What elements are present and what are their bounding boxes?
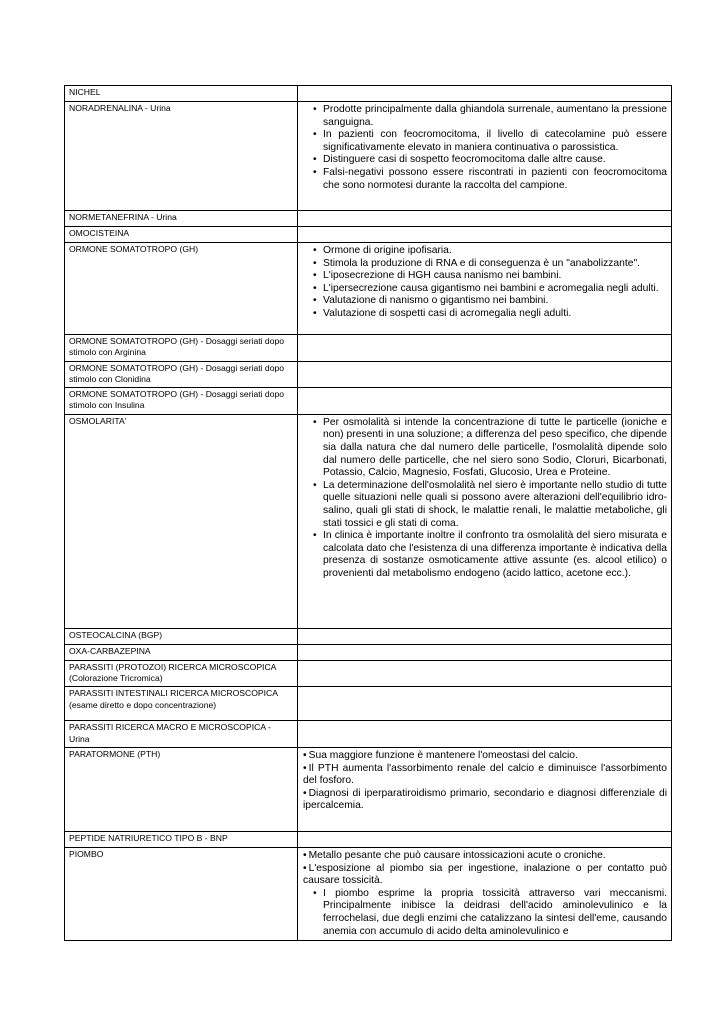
table-row [65,86,672,102]
exam-name-cell: NORMETANEFRINA - Urina [65,211,298,227]
description-line-text: Il PTH aumenta l'assorbimento renale del calcio e diminuisce l'assorbimento del fosforo. [303,762,667,787]
exam-description-cell [298,211,672,227]
exam-description-cell [298,102,672,211]
table-row [65,628,672,644]
bullet-item: • In clinica è importante inoltre il confronto tra osmolalità del siero misurata e calcolata dato che l'esistenza di una differenza importante è indicativa della presenza di sostanze osmoticamente attive assunte (es. alcool etilico) o provenienti dal metabolismo endogeno (acido lattico, acetone ecc.). [323,530,667,580]
description-line-text: L'esposizione al piombo sia per ingestione, inalazione o per contatto può causare tossicità. [303,862,667,887]
exam-name-cell: OXA-CARBAZEPINA [65,644,298,660]
exam-name-cell: PARATORMONE (PTH) [65,747,298,831]
exam-description-cell [298,747,672,831]
table-row [65,747,672,831]
table-row [65,388,672,415]
exam-description-cell [298,227,672,243]
exam-description-cell [298,86,672,102]
bullet-icon: • [303,762,307,774]
bullet-item: • Valutazione di nanismo o gigantismo nei bambini. [323,295,667,308]
bullet-item: • In pazienti con feocromocitoma, il livello di catecolamine può essere significativamente elevato in maniera continuativa o parossistica. [323,129,667,154]
description-line-text: Sua maggiore funzione è mantenere l'omeostasi del calcio. [308,749,578,761]
exam-name-cell: ORMONE SOMATOTROPO (GH) - Dosaggi seriati dopo stimolo con Clonidina [65,361,298,388]
exam-description-cell [298,687,672,721]
table-row [65,243,672,335]
exam-description-cell [298,721,672,748]
exam-description-cell [298,361,672,388]
table-row [65,644,672,660]
exam-table [64,85,672,941]
exam-description-cell [298,414,672,628]
exam-description-cell [298,831,672,847]
table-row [65,831,672,847]
table-row [65,102,672,211]
exam-name-cell: OSTEOCALCINA (BGP) [65,628,298,644]
exam-description-cell [298,628,672,644]
description-line [303,788,667,813]
bullet-item: • L'ipersecrezione causa gigantismo nei bambini e acromegalia negli adulti. [323,283,667,296]
exam-description-cell [298,644,672,660]
exam-name-cell: ORMONE SOMATOTROPO (GH) [65,243,298,335]
exam-name-cell: PEPTIDE NATRIURETICO TIPO B - BNP [65,831,298,847]
table-row [65,660,672,687]
table-row [65,847,672,940]
table-row [65,721,672,748]
table-row [65,687,672,721]
description-line [303,750,667,763]
exam-name-cell: NORADRENALINA - Urina [65,102,298,211]
exam-description-cell [298,388,672,415]
exam-name-cell: OSMOLARITA' [65,414,298,628]
bullet-icon: • [303,862,307,874]
description-line [303,863,667,888]
bullet-item: • Falsi-negativi possono essere riscontrati in pazienti con feocromocitoma che sono normotesi durante la raccolta del campione. [323,167,667,192]
bullet-item: • Ormone di origine ipofisaria. [323,245,667,258]
bullet-item: • Prodotte principalmente dalla ghiandola surrenale, aumentano la pressione sanguigna. [323,104,667,129]
bullet-icon: • [303,849,307,861]
exam-name-cell: ORMONE SOMATOTROPO (GH) - Dosaggi seriati dopo stimolo con Arginina [65,335,298,362]
bullet-item: • I piombo esprime la propria tossicità attraverso vari meccanismi. Principalmente inibisce la deidrasi dell'acido aminolevulinico e la ferrochelasi, due degli enzimi che catalizzano la sintesi dell'eme, causando anemia con accumulo di acido delta aminolevulinico e [323,888,667,938]
exam-name-cell: PIOMBO [65,847,298,940]
exam-name-cell: PARASSITI RICERCA MACRO E MICROSCOPICA - Urina [65,721,298,748]
exam-name-cell: NICHEL [65,86,298,102]
exam-description-cell [298,335,672,362]
bullet-item: • Stimola la produzione di RNA e di conseguenza è un "anabolizzante". [323,258,667,271]
bullet-list [303,245,667,321]
exam-name-cell: ORMONE SOMATOTROPO (GH) - Dosaggi seriati dopo stimolo con Insulina [65,388,298,415]
bullet-item: • L'iposecrezione di HGH causa nanismo nei bambini. [323,270,667,283]
exam-name-cell: OMOCISTEINA [65,227,298,243]
bullet-icon: • [303,749,307,761]
table-row [65,414,672,628]
table-row [65,335,672,362]
description-line-text: Diagnosi di iperparatiroidismo primario, secondario e diagnosi differenziale di ipercalcemia. [303,787,667,812]
description-line-text: Metallo pesante che può causare intossicazioni acute o croniche. [308,849,606,861]
description-line [303,763,667,788]
exam-description-cell [298,847,672,940]
bullet-item: • La determinazione dell'osmolalità nel siero è importante nello studio di tutte quelle situazioni nelle quali si possono avere alterazioni dell'equilibrio idro-salino, quali gli stati di shock, le malattie renali, le malattie metaboliche, gli stati tossici e gli stati di coma. [323,480,667,530]
bullet-icon: • [303,787,307,799]
bullet-item: • Valutazione di sospetti casi di acromegalia negli adulti. [323,308,667,321]
bullet-item: • Distinguere casi di sospetto feocromocitoma dalle altre cause. [323,154,667,167]
bullet-list [303,104,667,192]
table-row [65,211,672,227]
bullet-item: • Per osmolalità si intende la concentrazione di tutte le particelle (ioniche e non) presenti in una soluzione; a differenza del peso specifico, che dipende sia dalla natura che dal numero delle particelle, l'osmolalità dipende solo dal numero delle particelle, che nel siero sono Sodio, Cloruri, Bicarbonati, Potassio, Calcio, Magnesio, Fosfati, Glucosio, Urea e Proteine. [323,417,667,480]
description-line [303,850,667,863]
table-row [65,227,672,243]
bullet-list [303,888,667,938]
table-row [65,361,672,388]
exam-description-cell [298,660,672,687]
bullet-list [303,417,667,581]
exam-table-body [65,86,672,941]
exam-name-cell: PARASSITI INTESTINALI RICERCA MICROSCOPICA (esame diretto e dopo concentrazione) [65,687,298,721]
exam-name-cell: PARASSITI (PROTOZOI) RICERCA MICROSCOPICA (Colorazione Tricromica) [65,660,298,687]
exam-description-cell [298,243,672,335]
